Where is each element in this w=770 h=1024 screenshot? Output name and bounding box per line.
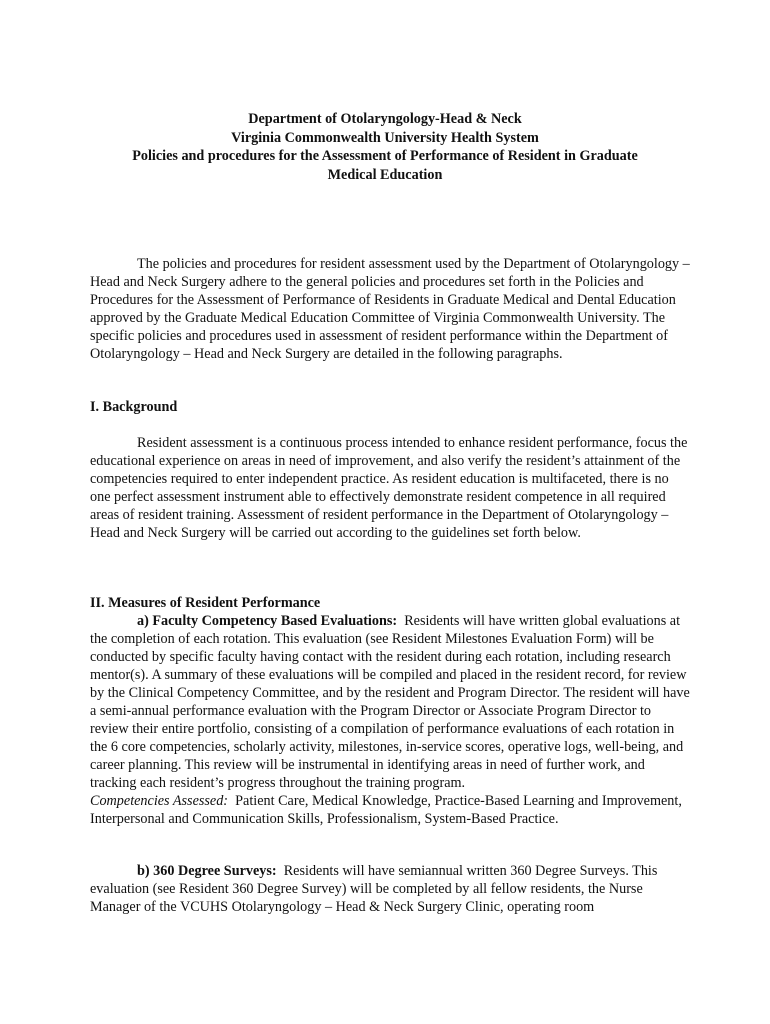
measures-heading: II. Measures of Resident Performance xyxy=(90,595,321,611)
header-title-line2: Medical Education xyxy=(327,166,443,183)
header-department: Department of Otolaryngology-Head & Neck xyxy=(248,111,522,127)
background-section xyxy=(90,398,690,416)
competencies-paragraph xyxy=(90,792,690,828)
faculty-evaluations-title: a) Faculty Competency Based Evaluations: xyxy=(137,613,398,629)
header-institution: Virginia Commonwealth University Health System xyxy=(231,129,539,146)
intro-paragraph: The policies and procedures for resident assessment used by the Department of Otolaryngology – Head and Neck Surgery adhere to the general policies and procedures set forth in the Policies and Procedures for the Assessment of Performance of Residents in Graduate Medical and Dental Education approved by the Graduate Medical Education Committee of Virginia Commonwealth University. The specific policies and procedures used in assessment of resident performance within the Department of Otolaryngology – Head and Neck Surgery are detailed in the following paragraphs. xyxy=(90,256,690,362)
background-paragraph: Resident assessment is a continuous process intended to enhance resident performance, focus the educational experience on areas in need of improvement, and also verify the resident’s attainment of the competencies required to enter independent practice. As resident education is multifaceted, there is no one perfect assessment instrument able to effectively demonstrate resident competence in all required areas of resident training. Assessment of resident performance in the Department of Otolaryngology – Head and Neck Surgery will be carried out according to the guidelines set forth below. xyxy=(90,435,688,541)
intro-section xyxy=(90,255,690,363)
measures-section xyxy=(90,594,690,828)
background-body-section xyxy=(90,434,690,542)
faculty-evaluations-body: Residents will have written global evaluations at the completion of each rotation. This evaluation (see Resident Milestones Evaluation Form) will be conducted by specific faculty having contact with the resident during each rotation, including research mentor(s). A summary of these evaluations will be compiled and placed in the resident record, for review by the Clinical Competency Committee, and by the resident and Program Director. The resident will have a semi-annual performance evaluation with the Program Director or Associate Program Director to review their entire portfolio, consisting of a compilation of performance evaluations of each rotation in the 6 core competencies, scholarly activity, milestones, in-service scores, operative logs, well-being, and career planning. This review will be instrumental in identifying areas in need of further work, and tracking each resident’s progress throughout the training program. xyxy=(90,613,690,791)
surveys-paragraph xyxy=(90,862,690,916)
surveys-body: Residents will have semiannual written 360 Degree Surveys. This evaluation (see Resident 360 Degree Survey) will be completed by all fellow residents, the Nurse Manager of the VCUHS Otolaryngology – Head & Neck Surgery Clinic, operating room xyxy=(90,863,658,915)
background-heading: I. Background xyxy=(90,399,178,415)
faculty-evaluations-paragraph xyxy=(90,612,690,792)
competencies-list: Patient Care, Medical Knowledge, Practice-Based Learning and Improvement, Interpersonal and Communication Skills, Professionalism, System-Based Practice. xyxy=(90,793,682,827)
competencies-label: Competencies Assessed: xyxy=(90,793,229,809)
surveys-title: b) 360 Degree Surveys: xyxy=(137,863,277,879)
surveys-section xyxy=(90,862,690,916)
header-title-line1: Policies and procedures for the Assessment of Performance of Resident in Graduate xyxy=(132,148,638,164)
document-header xyxy=(90,110,680,184)
